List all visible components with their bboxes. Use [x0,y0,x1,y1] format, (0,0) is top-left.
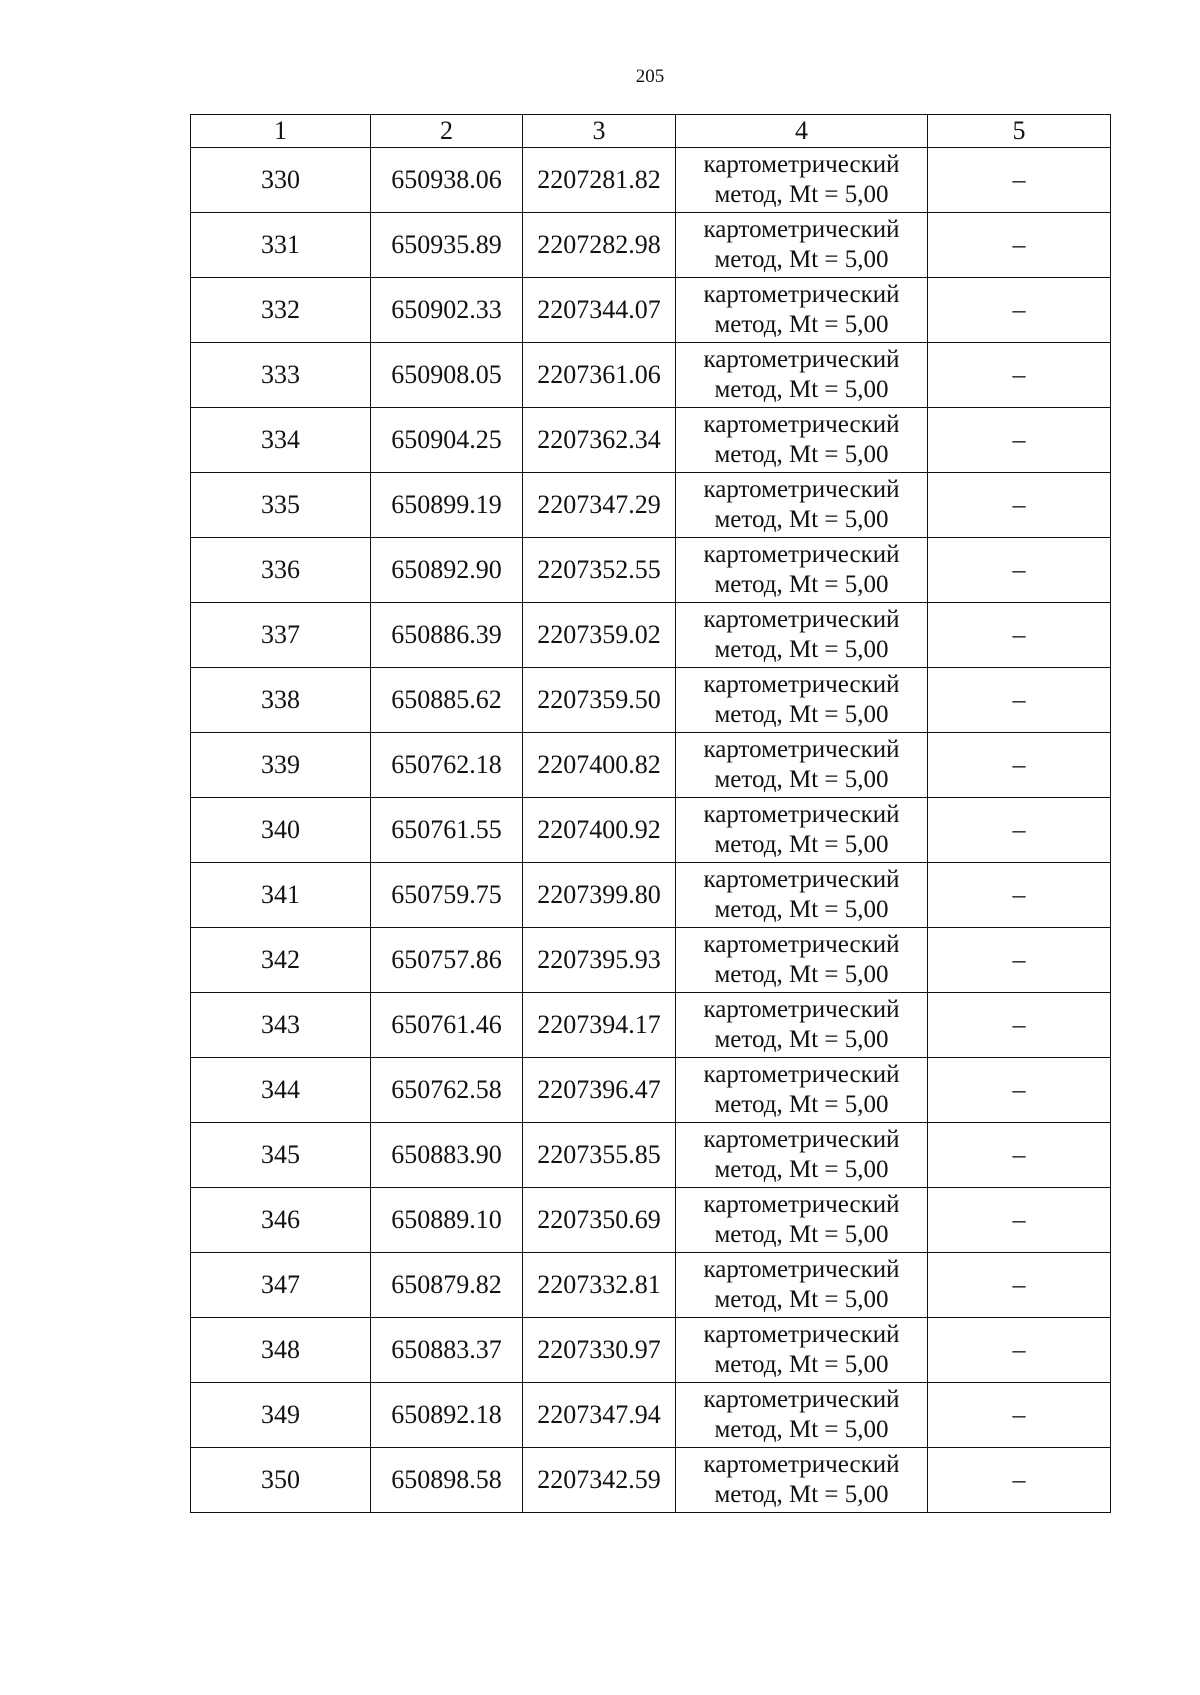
note-cell: – [928,863,1111,928]
point-number-cell: 349 [191,1383,371,1448]
x-coordinate-cell: 650886.39 [371,603,523,668]
method-cell [676,408,928,473]
method-line-1: картометрический [703,1191,900,1218]
point-number-cell: 334 [191,408,371,473]
method-cell [676,278,928,343]
method-line-2: метод, Mt = 5,00 [714,1091,889,1118]
table-row [191,733,1111,798]
method-line-1: картометрический [703,1321,900,1348]
point-number-cell: 332 [191,278,371,343]
y-coordinate-cell: 2207400.82 [523,733,676,798]
note-cell: – [928,1318,1111,1383]
point-number-cell: 336 [191,538,371,603]
y-coordinate-cell: 2207342.59 [523,1448,676,1513]
method-line-2: метод, Mt = 5,00 [714,1156,889,1183]
method-line-1: картометрический [703,931,900,958]
method-cell [676,1188,928,1253]
y-coordinate-cell: 2207281.82 [523,148,676,213]
method-line-1: картометрический [703,996,900,1023]
x-coordinate-cell: 650899.19 [371,473,523,538]
note-cell: – [928,408,1111,473]
table-row [191,1448,1111,1513]
note-cell: – [928,928,1111,993]
method-cell [676,148,928,213]
y-coordinate-cell: 2207355.85 [523,1123,676,1188]
note-cell: – [928,1448,1111,1513]
x-coordinate-cell: 650759.75 [371,863,523,928]
method-line-2: метод, Mt = 5,00 [714,181,889,208]
method-cell [676,343,928,408]
note-cell: – [928,1188,1111,1253]
method-cell [676,538,928,603]
method-line-1: картометрический [703,1126,900,1153]
y-coordinate-cell: 2207347.29 [523,473,676,538]
y-coordinate-cell: 2207400.92 [523,798,676,863]
x-coordinate-cell: 650892.90 [371,538,523,603]
note-cell: – [928,993,1111,1058]
method-line-1: картометрический [703,476,900,503]
method-line-1: картометрический [703,346,900,373]
point-number-cell: 343 [191,993,371,1058]
table-row [191,1318,1111,1383]
point-number-cell: 337 [191,603,371,668]
x-coordinate-cell: 650762.18 [371,733,523,798]
header-cell-4: 4 [676,115,928,148]
method-line-1: картометрический [703,801,900,828]
table-row [191,408,1111,473]
x-coordinate-cell: 650938.06 [371,148,523,213]
table-row [191,213,1111,278]
table-row [191,343,1111,408]
table-body [191,148,1111,1513]
x-coordinate-cell: 650904.25 [371,408,523,473]
method-line-1: картометрический [703,736,900,763]
x-coordinate-cell: 650761.46 [371,993,523,1058]
coordinates-table [190,114,1111,1513]
table-row [191,603,1111,668]
point-number-cell: 330 [191,148,371,213]
note-cell: – [928,538,1111,603]
header-row [191,115,1111,148]
y-coordinate-cell: 2207350.69 [523,1188,676,1253]
x-coordinate-cell: 650879.82 [371,1253,523,1318]
point-number-cell: 335 [191,473,371,538]
y-coordinate-cell: 2207394.17 [523,993,676,1058]
x-coordinate-cell: 650898.58 [371,1448,523,1513]
method-line-2: метод, Mt = 5,00 [714,571,889,598]
point-number-cell: 342 [191,928,371,993]
method-line-1: картометрический [703,411,900,438]
method-line-2: метод, Mt = 5,00 [714,831,889,858]
y-coordinate-cell: 2207359.50 [523,668,676,733]
y-coordinate-cell: 2207396.47 [523,1058,676,1123]
x-coordinate-cell: 650889.10 [371,1188,523,1253]
method-cell [676,1058,928,1123]
note-cell: – [928,668,1111,733]
method-line-2: метод, Mt = 5,00 [714,961,889,988]
point-number-cell: 347 [191,1253,371,1318]
table-row [191,1058,1111,1123]
method-cell [676,993,928,1058]
page-number: 205 [635,66,665,87]
method-line-2: метод, Mt = 5,00 [714,1481,889,1508]
point-number-cell: 338 [191,668,371,733]
x-coordinate-cell: 650892.18 [371,1383,523,1448]
y-coordinate-cell: 2207399.80 [523,863,676,928]
x-coordinate-cell: 650902.33 [371,278,523,343]
note-cell: – [928,1123,1111,1188]
header-cell-3: 3 [523,115,676,148]
x-coordinate-cell: 650885.62 [371,668,523,733]
method-line-2: метод, Mt = 5,00 [714,636,889,663]
point-number-cell: 344 [191,1058,371,1123]
note-cell: – [928,148,1111,213]
note-cell: – [928,798,1111,863]
y-coordinate-cell: 2207347.94 [523,1383,676,1448]
method-line-1: картометрический [703,1061,900,1088]
x-coordinate-cell: 650883.90 [371,1123,523,1188]
x-coordinate-cell: 650762.58 [371,1058,523,1123]
table-row [191,278,1111,343]
method-line-2: метод, Mt = 5,00 [714,1351,889,1378]
method-cell [676,668,928,733]
method-cell [676,1448,928,1513]
note-cell: – [928,343,1111,408]
y-coordinate-cell: 2207332.81 [523,1253,676,1318]
table-row [191,538,1111,603]
method-line-1: картометрический [703,1451,900,1478]
method-cell [676,928,928,993]
x-coordinate-cell: 650757.86 [371,928,523,993]
table-row [191,473,1111,538]
x-coordinate-cell: 650883.37 [371,1318,523,1383]
note-cell: – [928,603,1111,668]
table-row [191,993,1111,1058]
y-coordinate-cell: 2207330.97 [523,1318,676,1383]
point-number-cell: 350 [191,1448,371,1513]
method-line-2: метод, Mt = 5,00 [714,1286,889,1313]
y-coordinate-cell: 2207352.55 [523,538,676,603]
note-cell: – [928,1383,1111,1448]
method-cell [676,863,928,928]
point-number-cell: 340 [191,798,371,863]
method-cell [676,473,928,538]
note-cell: – [928,473,1111,538]
method-cell [676,213,928,278]
method-line-1: картометрический [703,1386,900,1413]
method-line-2: метод, Mt = 5,00 [714,701,889,728]
table-row [191,148,1111,213]
table-row [191,1383,1111,1448]
header-cell-2: 2 [371,115,523,148]
method-line-2: метод, Mt = 5,00 [714,311,889,338]
method-cell [676,733,928,798]
point-number-cell: 341 [191,863,371,928]
method-line-1: картометрический [703,151,900,178]
point-number-cell: 346 [191,1188,371,1253]
note-cell: – [928,278,1111,343]
method-cell [676,1383,928,1448]
x-coordinate-cell: 650935.89 [371,213,523,278]
table-row [191,1253,1111,1318]
note-cell: – [928,1253,1111,1318]
y-coordinate-cell: 2207361.06 [523,343,676,408]
y-coordinate-cell: 2207282.98 [523,213,676,278]
method-cell [676,603,928,668]
method-line-2: метод, Mt = 5,00 [714,1026,889,1053]
method-line-2: метод, Mt = 5,00 [714,376,889,403]
point-number-cell: 333 [191,343,371,408]
y-coordinate-cell: 2207395.93 [523,928,676,993]
point-number-cell: 345 [191,1123,371,1188]
method-line-2: метод, Mt = 5,00 [714,441,889,468]
method-line-2: метод, Mt = 5,00 [714,246,889,273]
x-coordinate-cell: 650908.05 [371,343,523,408]
method-line-1: картометрический [703,541,900,568]
method-cell [676,1123,928,1188]
method-line-1: картометрический [703,671,900,698]
method-line-2: метод, Mt = 5,00 [714,506,889,533]
method-cell [676,798,928,863]
method-line-2: метод, Mt = 5,00 [714,896,889,923]
point-number-cell: 331 [191,213,371,278]
header-cell-5: 5 [928,115,1111,148]
method-line-1: картометрический [703,1256,900,1283]
method-line-1: картометрический [703,606,900,633]
table-row [191,1188,1111,1253]
note-cell: – [928,1058,1111,1123]
x-coordinate-cell: 650761.55 [371,798,523,863]
note-cell: – [928,733,1111,798]
table-row [191,928,1111,993]
method-line-2: метод, Mt = 5,00 [714,1221,889,1248]
header-cell-1: 1 [191,115,371,148]
method-line-1: картометрический [703,216,900,243]
table-row [191,863,1111,928]
y-coordinate-cell: 2207362.34 [523,408,676,473]
method-cell [676,1253,928,1318]
method-line-1: картометрический [703,281,900,308]
y-coordinate-cell: 2207344.07 [523,278,676,343]
note-cell: – [928,213,1111,278]
method-cell [676,1318,928,1383]
table-row [191,668,1111,733]
point-number-cell: 339 [191,733,371,798]
method-line-1: картометрический [703,866,900,893]
method-line-2: метод, Mt = 5,00 [714,766,889,793]
method-line-2: метод, Mt = 5,00 [714,1416,889,1443]
table-row [191,1123,1111,1188]
point-number-cell: 348 [191,1318,371,1383]
y-coordinate-cell: 2207359.02 [523,603,676,668]
table-row [191,798,1111,863]
